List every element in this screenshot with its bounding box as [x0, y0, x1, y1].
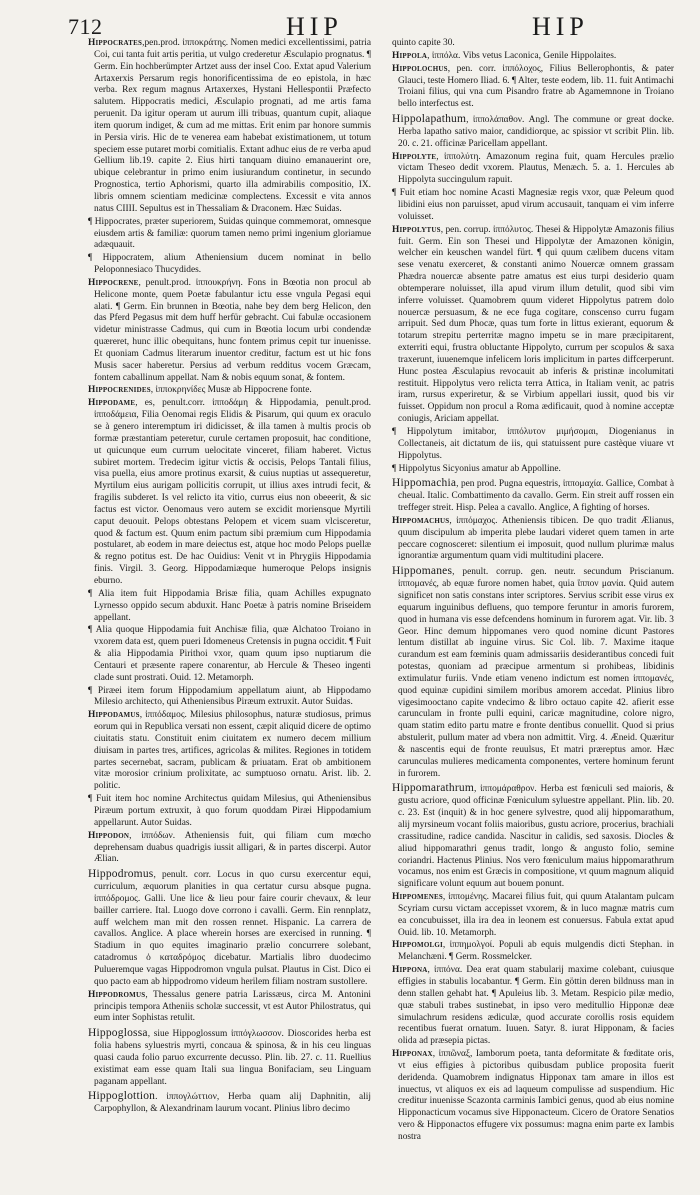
dictionary-entry [392, 940, 674, 964]
dictionary-entry [392, 427, 674, 463]
left-column [88, 38, 371, 1183]
dictionary-entry [88, 867, 371, 988]
dictionary-entry [392, 476, 674, 515]
entry-headword: Hippolapathum [392, 113, 467, 126]
entry-headword: Hippomenes [392, 892, 443, 903]
entry-text: , ἱππόλα. Vibs vetus Laconica, Genile Hippolaites. [427, 50, 617, 61]
entry-text: , ἱππομάραθρον. Herba est fœniculi sed maioris, & gustu acriore, quod officinæ Fœniculum syluestre appellant. Plin. lib. 20. c. 23. Est (inquit) & in hoc genere sylvestre, quod alij hippomarathum, alij myrsineum vocant foliis maioribus, gustu acriore, procerius, brachiali crassitudine, radice candida. Nascitur in calidis, sed saxosis. Diocles & aliud hippomarathri genus tradit, longo & angusto folio, semine coriandri. Hactenus Plinius. Nos vero fœniculum maius hippomarathrum vocamus, nos enim est Græcis in compositione, vt quum magnum aliquid significare volunt equum aut bouem ponunt. [398, 784, 674, 890]
page-number: 712 [68, 14, 103, 39]
dictionary-entry [88, 217, 371, 253]
entry-text: , Thessalus genere patria Larissæus, circa M. Antonini principis tempora Atheniis scholæ successit, vt est Autor Philostratus, qui eum inter Sophistas retulit. [94, 989, 371, 1024]
dictionary-entry [88, 1089, 371, 1116]
entry-text: . ἱππογλώττιον, Herba quam alij Daphnitin, alij Carpophyllon, & Alexandrinam laurum vocant. Plinius libro decimo [94, 1092, 371, 1115]
entry-headword: Hippomanes [392, 565, 453, 578]
dictionary-entry [392, 38, 674, 50]
dictionary-entry [392, 51, 674, 63]
dictionary-entry [392, 112, 674, 151]
entry-headword: Hippolytus [392, 224, 441, 235]
dictionary-entry [392, 152, 674, 188]
entry-headword: Hippodame [88, 398, 136, 409]
dictionary-entry [88, 625, 371, 684]
entry-headword: Hippona [392, 965, 428, 976]
dictionary-entry [88, 794, 371, 830]
entry-headword: Hippola [392, 50, 428, 61]
entry-text: ¶ Hippolytus Sicyonius amatur ab Appolline. [392, 463, 561, 474]
entry-text: , ἱππολάπαθον. Angl. The commune or great docke. Herba lapatho sativo maior, candidiorque, ac spissior vt scribit Plin. lib. 20. c. 21. officinæ Paricellam appellant. [398, 115, 674, 149]
entry-text: ,pen.prod. ἱπποκράτης. Nomen medici excellentissimi, patria Coi, cui tanta fuit artis peritia, ut vulgo crederetur Æsculapio prognatus. ¶ Germ. Ein hochberümpter Artzet auss der insel Coo. Extat apud Valerium Artaxerxis Persarum regis honorificentissima de eo epistola, in hæc verba. Rex regum magnus Artaxerxes, Hystani Hellespontii Præfecto salutem. Hippocratis medici, Æsculapio prognati, ad me artis fama peruenit. Da igitur operam ut aurum illi tribuas, quantum cupit, aliaque item quorum indiget, & cum ad me mittas. Erit enim par honore summis in Persia viris. Hic de te venerea eam habebat existimationem, ut totum speciem esse putaret morbi comitialis. Extant adhuc eius de re verba apud Gellium lib.19. capite 2. Eius hirti tanquam diuino emanauerint ore, ubique celebrantur in primo enim iusiurandum continetur, in secundo Prognostica, tertio Aphorismi, quarto illa admirabilis compositio, IX. libris omnem scientiam medicinæ complectens. Excessit e vita annos natus CIIII. Sepultus est in Thessaliam & Draconem. Hæc Suidas. [94, 38, 371, 214]
dictionary-entry [392, 464, 674, 476]
dictionary-entry [88, 278, 371, 385]
entry-text: , penult. corrup. gen. neutr. secundum Priscianum. ἱππομανές, ab equæ furore nomen habet, quia ἵππον μανία. Quid autem significet non satis constans inter scriptores. Servius scribit esse virus ex equarum inguinibus defluens, quo tempore feruntur in amoris furorem, quod in humana vis esse defcendens hominum in furorem agat. Vir. lib. 3 Geor. Hinc demum hippomanes vero quod nomine dicunt Pastores lentum distillat ab inguine virus. Sic Col. lib. 7. Maxime itaque curandum est eam fœminis quam admissariis desiderantibus concedi fuit potestas, quoniam ad præcipue armentum si prohibeas, libidinis extimulatur furiis. Vnde etiam veneno indictum est nomen ἱππομανές, quod equinæ cupidini similem moribus amorem accedat. Plinius libro vigesimooctano capite vndecimo & libro octauo capite 42. afierit esse carunculam in fronte pulli equini, caricæ magnitudine, colore nigro, quam statim edito partu matre e fronte dentibus conuellit. Quod si prius abstulerit, pullum mater ad vbera non admittit. Virg. 4. Æneid. Quæritur & nascentis equi de fronte reuulsus, Et matri præreptus amor. Hæc carunculas mulieres medicamenta componentes, vertere hominum ferunt in furorem. [398, 567, 674, 779]
dictionary-entry [88, 385, 371, 397]
header-guide-word-right: HIP [532, 12, 589, 41]
entry-headword: Hippoglossa [88, 1027, 148, 1040]
header-guide-word-left: HIP [286, 12, 343, 41]
dictionary-entry [392, 892, 674, 939]
dictionary-entry [88, 38, 371, 216]
entry-headword: Hipponax [392, 1049, 433, 1060]
dictionary-entry [392, 564, 674, 780]
entry-headword: Hippomachia [392, 477, 457, 490]
dictionary-entry [392, 516, 674, 563]
entry-text: , ἱπποκρηνίδες Musæ ab Hippocrene fonte. [150, 385, 312, 396]
dictionary-entry [88, 831, 371, 867]
entry-text: ¶ Hippocratem, alium Atheniensium ducem nominat in bello Peloponnesiaco Thucydides. [88, 253, 371, 276]
entry-text: , ἱππόδαμος. Milesius philosophus, naturæ studiosus, primus eorum qui in Republica versati non essent, cæpit aliquid dicere de optimo ciuitatis statu. Constituit enim ciuitatem ex numero decem millium diuisam in partes tres, artifices, agricolas & milites. Regiones in totidem partes secernebat, sacram, publicam & priuatam. Erat ob ambitionem vitæ morosior crinium prolixitate, ac sumptuoso ornatu. Arist. lib. 2. politic. [94, 710, 371, 792]
entry-text: , penult. corr. Locus in quo cursu exercentur equi, curriculum, æquorum planities in qua certatur cursu absque pugna. ἱππόδρομος. Galli. Une lice & lieu pour faire courir chevaux, & leur bailler carriere. Ital. Luogo dove corrono i cavalli. Germ. Ein rennplatz, auff welchem man mit den rossen rennet. Hispanic. La carrera de cavallos. Anglice. A place wherein horses are exercised in running. ¶ Stadium in quo equites imaginario prælio concurrere solebant, catadromus ὁ καταδρόμος dicebatur. Martialis libro duodecimo Pulueremque vagas Hippodromon vngula pulsat. Plautus in Cist. Dico ei quo pacto eam ab hippodromo videum herilem filiam nostram sustollere. [94, 870, 371, 987]
entry-text: ¶ Piræei item forum Hippodamium appellatum aiunt, ab Hippodamo Milesio architecto, qui Atheniensibus Piræum extruxit. Autor Suidas. [88, 685, 371, 708]
entry-text: , ἱππομένης. Macarei filius fuit, qui quum Atalantam pulcam Scyriam cursu victam accepisset vxorem, & in luco magnæ matris cum ea concubuisset, illa ira dea in leonem est conuersus. Fabula extat apud Ouid. lib. 10. Metamorph. [398, 892, 674, 938]
entry-headword: Hippodamus [88, 710, 140, 721]
dictionary-entry [88, 686, 371, 710]
dictionary-entry [392, 188, 674, 224]
entry-text: , siue Hippoglossum ἱππόγλωσσον. Dioscorides herba est folia habens syluestris myrti, concaua & spinosa, & in his ceu linguas quasi cauda folio paruo excurrente decusso. Plin. lib. 27. c. 11. Ruellius existimat eam esse quam Itali sua lingua Bonifaciam, seu Linguam paganam appellant. [94, 1029, 371, 1087]
entry-text: ¶ Alia quoque Hippodamia fuit Anchisæ filia, quæ Alchatoo Troiano in vxorem data est, quem pueri Idomeneus Cretensis in pugna occidit. ¶ Fuit & alia Hippodamia Pirithoi vxor, quam quum ipso nuptiarum die Centauri et præsente rapere conarentur, ab Hercule & Theseo ingenti clade sunt prostrati. Ouid. 12. Metamorph. [88, 625, 371, 683]
entry-headword: Hippocrates [88, 38, 143, 48]
entry-headword: Hippomachus [392, 515, 450, 526]
entry-headword: Hippoglottion [88, 1090, 156, 1103]
entry-text: ¶ Alia item fuit Hippodamia Brisæ filia, quam Achilles expugnato Lyrnesso oppido secum abduxit. Hanc Poetæ à patris nomine Briseidem appellant. [88, 588, 371, 623]
entry-text: ¶ Hippolytum imitabor, ἱππόλυτον μιμήσομαι, Diogenianus in Collectaneis, ait dictatum de iis, qui statuissent pure castèque viuare vt Hippolytus. [392, 427, 674, 461]
entry-text: , pen. corrup. ἱππόλυτος. Thesei & Hippolytæ Amazonis filius fuit. Germ. Ein son Thesei und Hippolytæ der Amazonen königin, welcher ein keuschen wandel fürt. ¶ qui quum cælibem ducens vitam sese venatu exerceret, & constanti animo Nouercæ omnem grassam Phædra nouercæ absente patre amatus est eius turpi desiderio quam obtemperare noluisset, illa apud virum illum detulit, quod sibi vim inferre voluisset. Quamobrem quum videret Hippolytus patrem dolo nouercæ persuasum, & ne ece fuga cogitare, conscenso curru fugam arripuit. Sed dum Phocæ, quas tum forte in littus exierant, equorum & totarum strepitu perterritæ magno impetu se in mare præcipitarent, exterriti equi, frustra obluctante Hippolyto, currum per scopulos & saxa traxerunt, iuuenemque infelicem loris implicitum in partes diffcerperunt. Hunc postea Æsculapius revocauit ab inferis & pristinæ incolumitati restituit. Hippolytus vero relicta terra Attica, in Italiam venit, ac patris iram, rursus experiretur, & se Virbium appellari iussit, quod bis vir fuisset. Oppidum non procul a Roma ædificauit, quod à nomine acceptæ coniugis, Ariciam appellat. [398, 224, 674, 425]
dictionary-entry [88, 589, 371, 625]
entry-text: , ἱππῶναξ, Iamborum poeta, tanta deformitate & fœditate oris, vt eius effigies à pictoribus quibusdam publice proposita fuerit deridenda. Quamobrem indignatus Hipponax tam amare in illos est inuectus, vt aliquos ex eis ad laqueum compulisse ad suspendium. Hic creditur inuenisse Scazonta carminis Iambici genus, quod ab eius nomine Hipponacticum vocamus sive Hipponacteum. Cicero de Oratore Senatios vero & Hipponactos effugere vix possumus: magna enim parte ex Iambis nostra [398, 1049, 674, 1142]
dictionary-entry [88, 1026, 371, 1088]
right-column [392, 38, 674, 1183]
dictionary-entry [88, 253, 371, 277]
entry-text: , pen prod. Pugna equestris, ἱππομαχία. Gallice, Combat à cheual. Italic. Combattimento da cavallo. Germ. Ein streit auff rossen ein treffeger streit. Hisp. Pelea a cavallo. Anglice, A fighting of horses. [398, 479, 674, 514]
entry-text: , ἱππημολγοί. Populi ab equis mulgendis dicti Stephan. in Melanchæni. ¶ Germ. Rossmelcker. [398, 940, 674, 963]
entry-text: ¶ Hippocrates, præter superiorem, Suidas quinque commemorat, omnesque eiusdem artis & familiæ: quorum tamen nemo primi ingenium gloriamue adæquauit. [88, 216, 371, 251]
entry-headword: Hippocrenides [88, 385, 151, 396]
entry-text: , ἱππόμαχος. Atheniensis tibicen. De quo tradit Ælianus, quum discipulum ab imperita plebe laudari videret quem tamen in arte peccare cognosceret: silentium ei imposuit, quod nullum plurimæ malus ignorantiæ argumentum quam vidi multitudini placere. [398, 515, 674, 562]
entry-text: , pen. corr. ἱππόλοχος, Filius Bellerophontis, & pater Glauci, teste Homero Iliad. 6. ¶ Alter, teste eodem, lib. 11. fuit Antimachi Troiani filius, qui vna cum Pisandro fratre ab Agamemnone in Troiano bello interfectus est. [398, 63, 674, 110]
running-header [0, 0, 700, 40]
entry-headword: Hippodromus [88, 868, 154, 881]
entry-text: , ἱππόνα. Dea erat quam stabularij maxime colebant, cuiusque effigies in stabulis locabantur. ¶ Germ. Ein göttin deren bildnuss man in denn stallen gehabt hat. ¶ Apuleius lib. 3. Metam. Respicio pilæ medio, quæ stabuli trabes sustinebat, in ipso vero meditullio Hipponæ deæ simulachrum residens ædiculæ, quod accurate corollis rosis equidem recentibus fuerat ornatum. Iuuen. Satyr. 8. iurat Hipponam, & facies olida ad præsepia pictas. [398, 965, 674, 1047]
entry-headword: Hippolochus [392, 63, 448, 74]
dictionary-entry [88, 990, 371, 1026]
dictionary-entry [88, 398, 371, 588]
entry-headword: Hippomarathrum [392, 782, 475, 795]
entry-headword: Hippomolgi [392, 940, 443, 951]
entry-text: ¶ Fuit item hoc nomine Architectus quidam Milesius, qui Atheniensibus Piræum portum extruxit, à quo forum quoddam Piræi Hippodamium appellarunt. Autor Suidas. [88, 794, 371, 828]
dictionary-entry [392, 64, 674, 111]
dictionary-entry [392, 225, 674, 426]
entry-text: , ἱππόδων. Atheniensis fuit, qui filiam cum mœcho deprehensam duabus quadrigis iussit alligari, & in partes discerpi. Autor Ælian. [94, 830, 371, 865]
entry-text: quinto capite 30. [392, 38, 455, 48]
entry-text: ¶ Fuit etiam hoc nomine Acasti Magnesiæ regis vxor, quæ Peleum quod libidini eius non paruisset, apud virum accusauit, tanquam ei vim inferre voluisset. [392, 188, 674, 222]
dictionary-entry [392, 965, 674, 1048]
entry-headword: Hippocrene [88, 277, 139, 288]
entry-headword: Hippodromus [88, 989, 146, 1000]
entry-headword: Hippodon [88, 830, 130, 841]
dictionary-entry [392, 781, 674, 891]
entry-headword: Hippolyte [392, 151, 437, 162]
dictionary-entry [88, 710, 371, 793]
dictionary-entry [392, 1049, 674, 1144]
entry-text: , ἱππολύτη. Amazonum regina fuit, quam Hercules prælio victam Theseo dedit vxorem. Plautus, Menæch. 5. a. 1. Hercules ab Hippolyta succingulum rapuit. [398, 151, 674, 186]
entry-text: , es, penult.corr. ἱπποδάμη & Hippodamia, penult.prod. ἱπποδάμεια, Filia Oenomai regis Elidis & Pisarum, qui quum ex oraculo se à genero interemptum iri didicisset, & illa tamen à multis procis ob formæ præstantiam peteretur, curule certamen proposuit, hac conditione, ut quicunque eum currum uelocitate vinceret, filiam haberet. Victus subiret mortem. Tredecim igitur victis & occisis, Pelops Tantali filius, visa puella, eius amore protinus exarsit, & cuius nuptias ut assequeretur, Myrtilum eius aurigam pollicitis corrupit, ut illius axes intrudi fecit, & fragilis subderet. Is vel relicto ita vitio, currus eius non obeeerit, & sic factus est victor. Oenomaus vero autem se excidit moriensque Myrtili caput deuouit. Pelops obtestans Pelopem et vicem suam vlcisceretur, quod & factum est. Quum enim pactum sibi præmium cum Hippodamia postularet, ab eodem in mare deiectus est, atque hoc modo Pelops puellæ & regno potitus est. De hac Ouidius: Venit vt in Phrygiis Hippodamia finis. Virgil. 3. Georg. Hippodamiæque humeroque Pelops insignis eburno. [94, 398, 371, 586]
entry-text: , penult.prod. ἱππουκρήνη. Fons in Bœotia non procul ab Helicone monte, quem Poetæ fabulantur ictu esse vngula Pegasi equi alati. ¶ Germ. Ein brunnen in Bœotia, nahe bey dem berg Helicon, den das Pferd Pegasus mit dem huff herfür gebracht. Cui fabulæ occasionem videtur ministrasse Cadmus, qui cum in Bœotia locum urbi condendæ quæreret, hunc illic obequitans, hunc fontem primus cepit tur inuenisse. Et quoniam Cadmus literarum inuentor creditur, factum est ut hic fons Musis sacer haberetur. Persius ad verbum redditus vocem Græcam, fontem caballinum appellat. Nam & nobis equum sonat, & fontem. [94, 277, 371, 383]
